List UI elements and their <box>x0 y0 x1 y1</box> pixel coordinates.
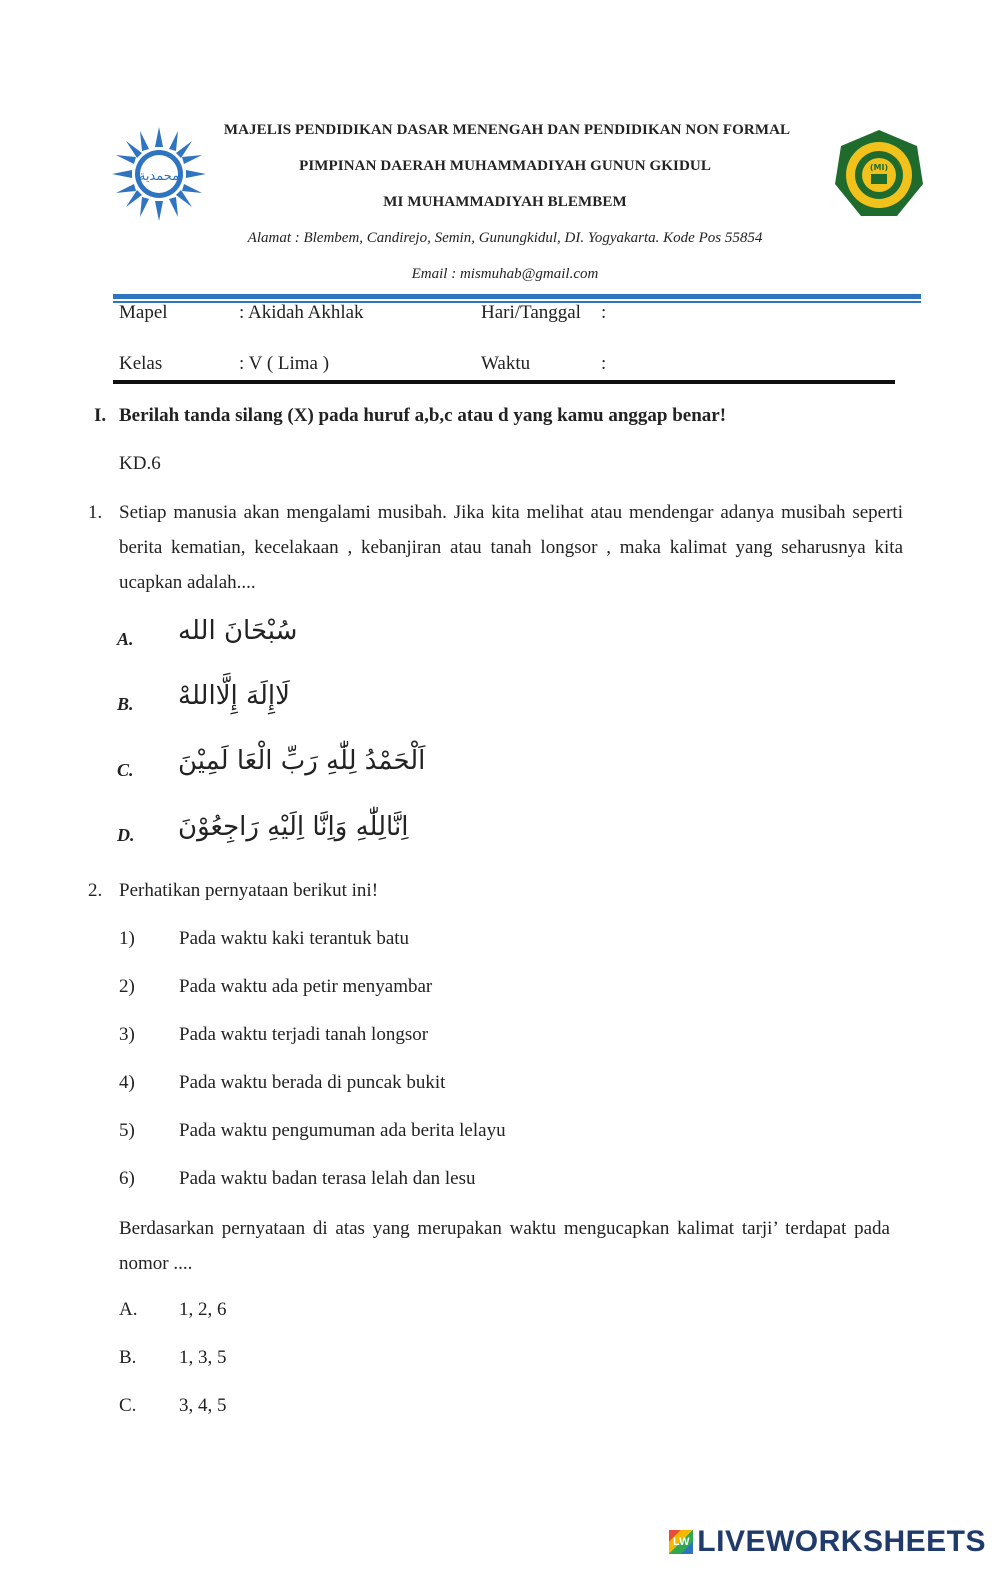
q2-statement-text: Pada waktu terjadi tanah longsor <box>179 1024 429 1045</box>
mapel-label: Mapel <box>119 302 168 323</box>
q2-option-a-letter[interactable]: A. <box>119 1299 138 1320</box>
q2-intro: Perhatikan pernyataan berikut ini! <box>119 880 379 901</box>
q2-statement-number: 6) <box>119 1168 135 1189</box>
q1-option-c-letter[interactable]: C. <box>117 760 134 780</box>
header-address: Alamat : Blembem, Candirejo, Semin, Gunungkidul, DI. Yogyakarta. Kode Pos 55854 <box>247 230 763 246</box>
hari-label: Hari/Tanggal <box>481 302 581 323</box>
header-line-3: MI MUHAMMADIYAH BLEMBEM <box>383 194 627 210</box>
q1-text: Setiap manusia akan mengalami musibah. Jika kita melihat atau mendengar adanya musibah seperti berita kematian, kecelakaan , kebanjiran atau tanah longsor , maka kalimat yang seharusnya kita ucapkan adalah.... <box>119 502 903 593</box>
q2-number: 2. <box>88 880 103 901</box>
liveworksheets-badge-icon: LW <box>669 1530 693 1554</box>
q2-option-a-text: 1, 2, 6 <box>179 1299 227 1320</box>
kelas-value: : V ( Lima ) <box>239 353 330 374</box>
liveworksheets-logo[interactable] <box>669 1525 986 1559</box>
q1-option-c-arabic: اَلْحَمْدُ لِلّٰهِ رَبِّ الْعَا لَمِيْنَ <box>178 746 426 776</box>
header-line-1: MAJELIS PENDIDIKAN DASAR MENENGAH DAN PENDIDIKAN NON FORMAL <box>223 122 791 138</box>
q1-option-b-arabic: لَاإِلَهَ إِلَّااللهْ <box>178 681 290 711</box>
liveworksheets-wordmark: LIVEWORKSHEETS <box>697 1525 986 1558</box>
section-number: I. <box>94 405 107 426</box>
kelas-label: Kelas <box>119 353 163 374</box>
header-email: Email : mismuhab@gmail.com <box>411 266 599 282</box>
q2-option-b-text: 1, 3, 5 <box>179 1347 227 1368</box>
q2-statement-text: Pada waktu berada di puncak bukit <box>179 1072 446 1093</box>
q2-statement-text: Pada waktu badan terasa lelah dan lesu <box>179 1168 476 1189</box>
waktu-colon: : <box>601 353 607 374</box>
kd-label: KD.6 <box>119 453 161 474</box>
hari-colon: : <box>601 302 607 323</box>
q2-statement-number: 4) <box>119 1072 135 1093</box>
logo-arabic-text: محمدية <box>138 169 180 184</box>
q1-number: 1. <box>88 502 103 523</box>
mapel-value: : Akidah Akhlak <box>239 302 364 323</box>
q2-statement-text: Pada waktu ada petir menyambar <box>179 976 433 997</box>
q2-option-c-text: 3, 4, 5 <box>179 1395 227 1416</box>
q1-option-a-arabic: سُبْحَانَ الله <box>178 616 298 646</box>
q2-question: Berdasarkan pernyataan di atas yang merupakan waktu mengucapkan kalimat tarji’ terdapat pada nomor .... <box>119 1218 890 1274</box>
q2-option-c-letter[interactable]: C. <box>119 1395 137 1416</box>
header-rule-thick <box>113 294 921 299</box>
logo-center-text: (MI) <box>869 163 889 172</box>
q2-statement-text: Pada waktu kaki terantuk batu <box>179 928 410 949</box>
q2-statement-number: 1) <box>119 928 135 949</box>
waktu-label: Waktu <box>481 353 531 374</box>
q1-option-d-arabic: اِنَّالِلّٰهِ وَاِنَّا اِلَيْهِ رَاجِعُوْنَ <box>178 812 409 842</box>
q1-option-b-letter[interactable]: B. <box>117 694 134 714</box>
header-line-2: PIMPINAN DAERAH MUHAMMADIYAH GUNUN GKIDUL <box>299 158 711 174</box>
q2-statement-number: 3) <box>119 1024 135 1045</box>
q2-option-b-letter[interactable]: B. <box>119 1347 137 1368</box>
q2-statement-text: Pada waktu pengumuman ada berita lelayu <box>179 1120 506 1141</box>
q1-option-d-letter[interactable]: D. <box>117 825 135 845</box>
q2-statement-number: 2) <box>119 976 135 997</box>
info-rule <box>113 380 895 384</box>
q1-option-a-letter[interactable]: A. <box>117 629 134 649</box>
q2-statement-number: 5) <box>119 1120 135 1141</box>
section-instruction: Berilah tanda silang (X) pada huruf a,b,c atau d yang kamu anggap benar! <box>119 405 727 426</box>
